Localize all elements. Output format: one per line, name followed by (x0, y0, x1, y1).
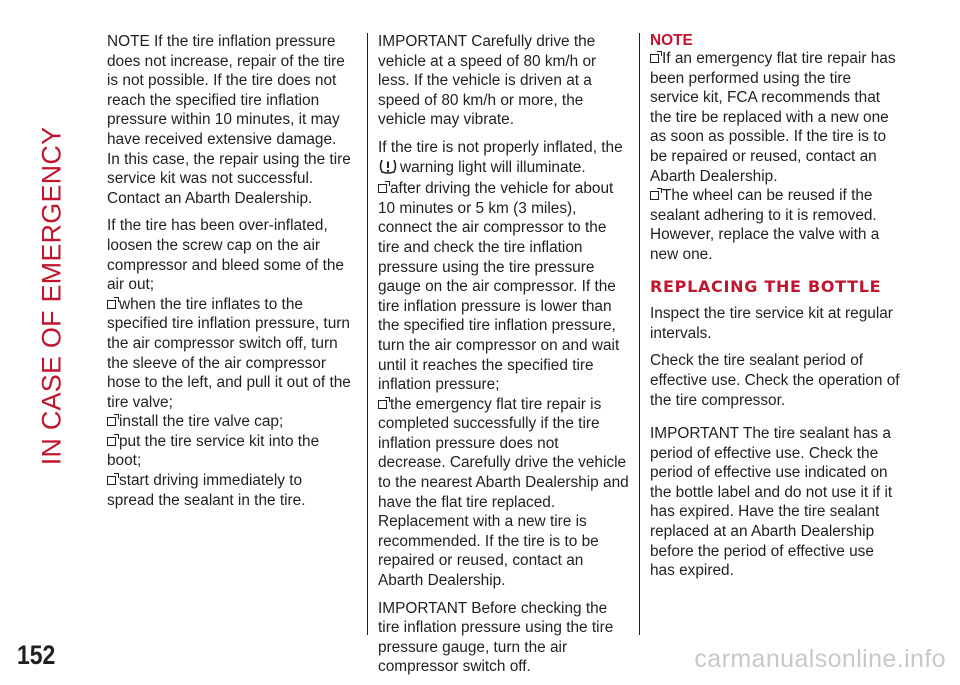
watermark: carmanualsonline.info (694, 645, 946, 673)
note-paragraph: NOTE If the tire inflation pressure does not increase, repair of the tire is not possible. If the tire does not reach the specified tire inflation pressure within 10 minutes, it may have received extensive damage. In this case, the repair using the tire service kit was not successful. Contact an Abarth Dealership. (107, 33, 351, 207)
list-item: If an emergency flat tire repair has been performed using the tire service kit, FCA recommends that the tire be replaced with a new one as soon as possible. If the tire is to be repaired or reused, contact an Abarth Dealership. (650, 50, 896, 185)
bullet-box-icon (107, 417, 116, 426)
list-item: start driving immediately to spread the sealant in the tire. (107, 472, 306, 509)
bullet-box-icon (107, 300, 116, 309)
list-item: after driving the vehicle for about 10 minutes or 5 km (3 miles), connect the air compressor to the tire and check the tire inflation pressure using the tire pressure gauge on the air compressor. If the tire inflation pressure is lower than the specified tire inflation pressure, turn the air compressor on and wait until it reaches the specified tire inflation pressure; (378, 180, 620, 394)
bullet-box-icon (107, 476, 116, 485)
bullet-box-icon (650, 54, 659, 63)
important-paragraph: IMPORTANT Carefully drive the vehicle at a speed of 80 km/h or less. If the vehicle is driven at a speed of 80 km/h or more, the vehicle may vibrate. (378, 33, 597, 129)
list-item: when the tire inflates to the specified tire inflation pressure, turn the air compressor switch off, turn the sleeve of the air compressor hose to the left, and pull it out of the tire valve; (107, 295, 351, 411)
paragraph: If the tire has been over-inflated, loosen the screw cap on the air compressor and bleed some of the air out; (107, 217, 344, 294)
list-item: put the tire service kit into the boot; (107, 432, 320, 470)
chapter-side-title: IN CASE OF EMERGENCY (36, 126, 67, 466)
column-divider (367, 33, 368, 635)
warning-paragraph: If the tire is not properly inflated, the warning light will illuminate. (378, 138, 630, 179)
bullet-box-icon (650, 191, 659, 200)
bullet-box-icon (378, 184, 387, 193)
paragraph: Check the tire sealant period of effective use. Check the operation of the tire compressor. (650, 352, 900, 409)
column-2 (378, 32, 630, 685)
column-1 (107, 32, 353, 510)
section-heading: REPLACING THE BOTTLE (650, 276, 882, 296)
column-divider (639, 33, 640, 635)
important-paragraph: IMPORTANT Before checking the tire inflation pressure using the tire pressure gauge, turn the air compressor switch off. (378, 599, 614, 676)
list-item: install the tire valve cap; (107, 412, 353, 432)
page-number: 152 (17, 640, 56, 670)
bullet-box-icon (107, 437, 116, 446)
paragraph: Inspect the tire service kit at regular intervals. (650, 305, 893, 342)
important-paragraph: IMPORTANT The tire sealant has a period of effective use. Check the period of effective use indicated on the bottle label and do not use it if it has expired. Have the tire sealant replaced at an Abarth Dealership before the period of effective use has expired. (650, 425, 893, 580)
list-item: the emergency flat tire repair is completed successfully if the tire inflation pressure does not decrease. Carefully drive the vehicle to the nearest Abarth Dealership and have the flat tire replaced. Replacement with a new tire is recommended. If the tire is to be repaired or reused, contact an Abarth Dealership. (378, 395, 629, 590)
column-3 (650, 32, 900, 589)
bullet-box-icon (378, 400, 387, 409)
note-heading: NOTE (650, 32, 693, 49)
tire-pressure-warning-icon (378, 159, 398, 180)
list-item: The wheel can be reused if the sealant adhering to it is removed. However, replace the valve with a new one. (650, 187, 880, 263)
